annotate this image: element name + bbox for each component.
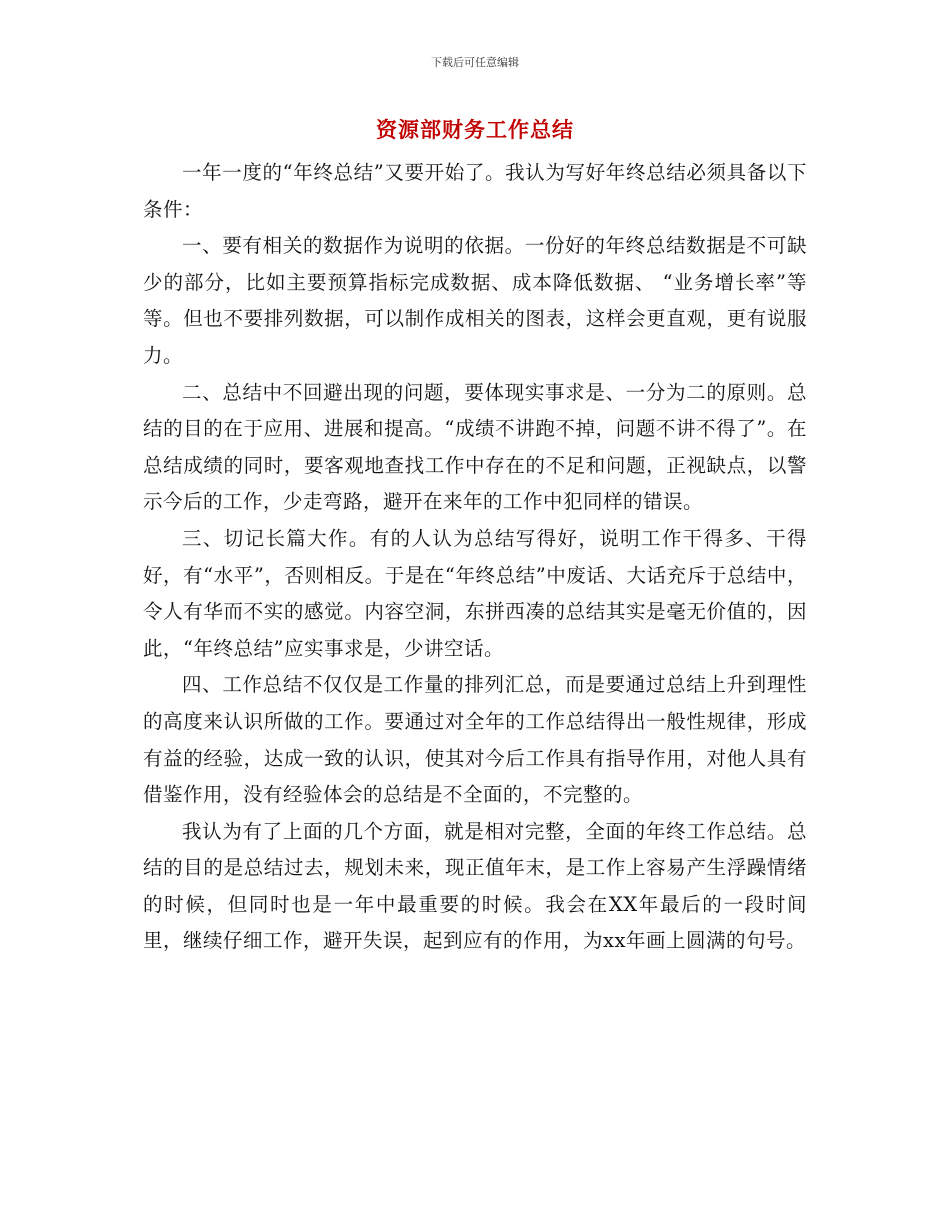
header-note: 下载后可任意编辑 [431,56,519,69]
document-body [143,155,807,960]
paragraph-point-1: 一、要有相关的数据作为说明的依据。一份好的年终总结数据是不可缺少的部分，比如主要预算指标完成数据、成本降低数据、 “业务增长率”等等。但也不要排列数据，可以制作成相关的图表，这样会更直观，更有说服力。 [143,234,807,367]
paragraph-point-3: 三、切记长篇大作。有的人认为总结写得好，说明工作干得多、干得好，有“水平”，否则相反。于是在“年终总结”中废话、大话充斥于总结中，令人有华而不实的感觉。内容空洞，东拼西凑的总结其实是毫无价值的，因此，“年终总结”应实事求是，少讲空话。 [143,526,807,660]
paragraph-point-2: 二、总结中不回避出现的问题，要体现实事求是、一分为二的原则。总结的目的在于应用、进展和提高。“成绩不讲跑不掉，问题不讲不得了”。在总结成绩的同时，要客观地查找工作中存在的不足和问题，正视缺点，以警示今后的工作，少走弯路，避开在来年的工作中犯同样的错误。 [143,380,807,514]
paragraph-intro: 一年一度的“年终总结”又要开始了。我认为写好年终总结必须具备以下条件： [143,161,807,221]
document-title: 资源部财务工作总结 [376,118,574,142]
paragraph-point-4: 四、工作总结不仅仅是工作量的排列汇总，而是要通过总结上升到理性的高度来认识所做的工作。要通过对全年的工作总结得出一般性规律，形成有益的经验，达成一致的认识，使其对今后工作具有指导作用，对他人具有借鉴作用，没有经验体会的总结是不全面的，不完整的。 [143,673,807,807]
paragraph-conclusion: 我认为有了上面的几个方面，就是相对完整，全面的年终工作总结。总结的目的是总结过去，规划未来，现正值年末，是工作上容易产生浮躁情绪的时候，但同时也是一年中最重要的时候。我会在XX年最后的一段时间里，继续仔细工作，避开失误，起到应有的作用，为xx年画上圆满的句号。 [143,819,807,953]
